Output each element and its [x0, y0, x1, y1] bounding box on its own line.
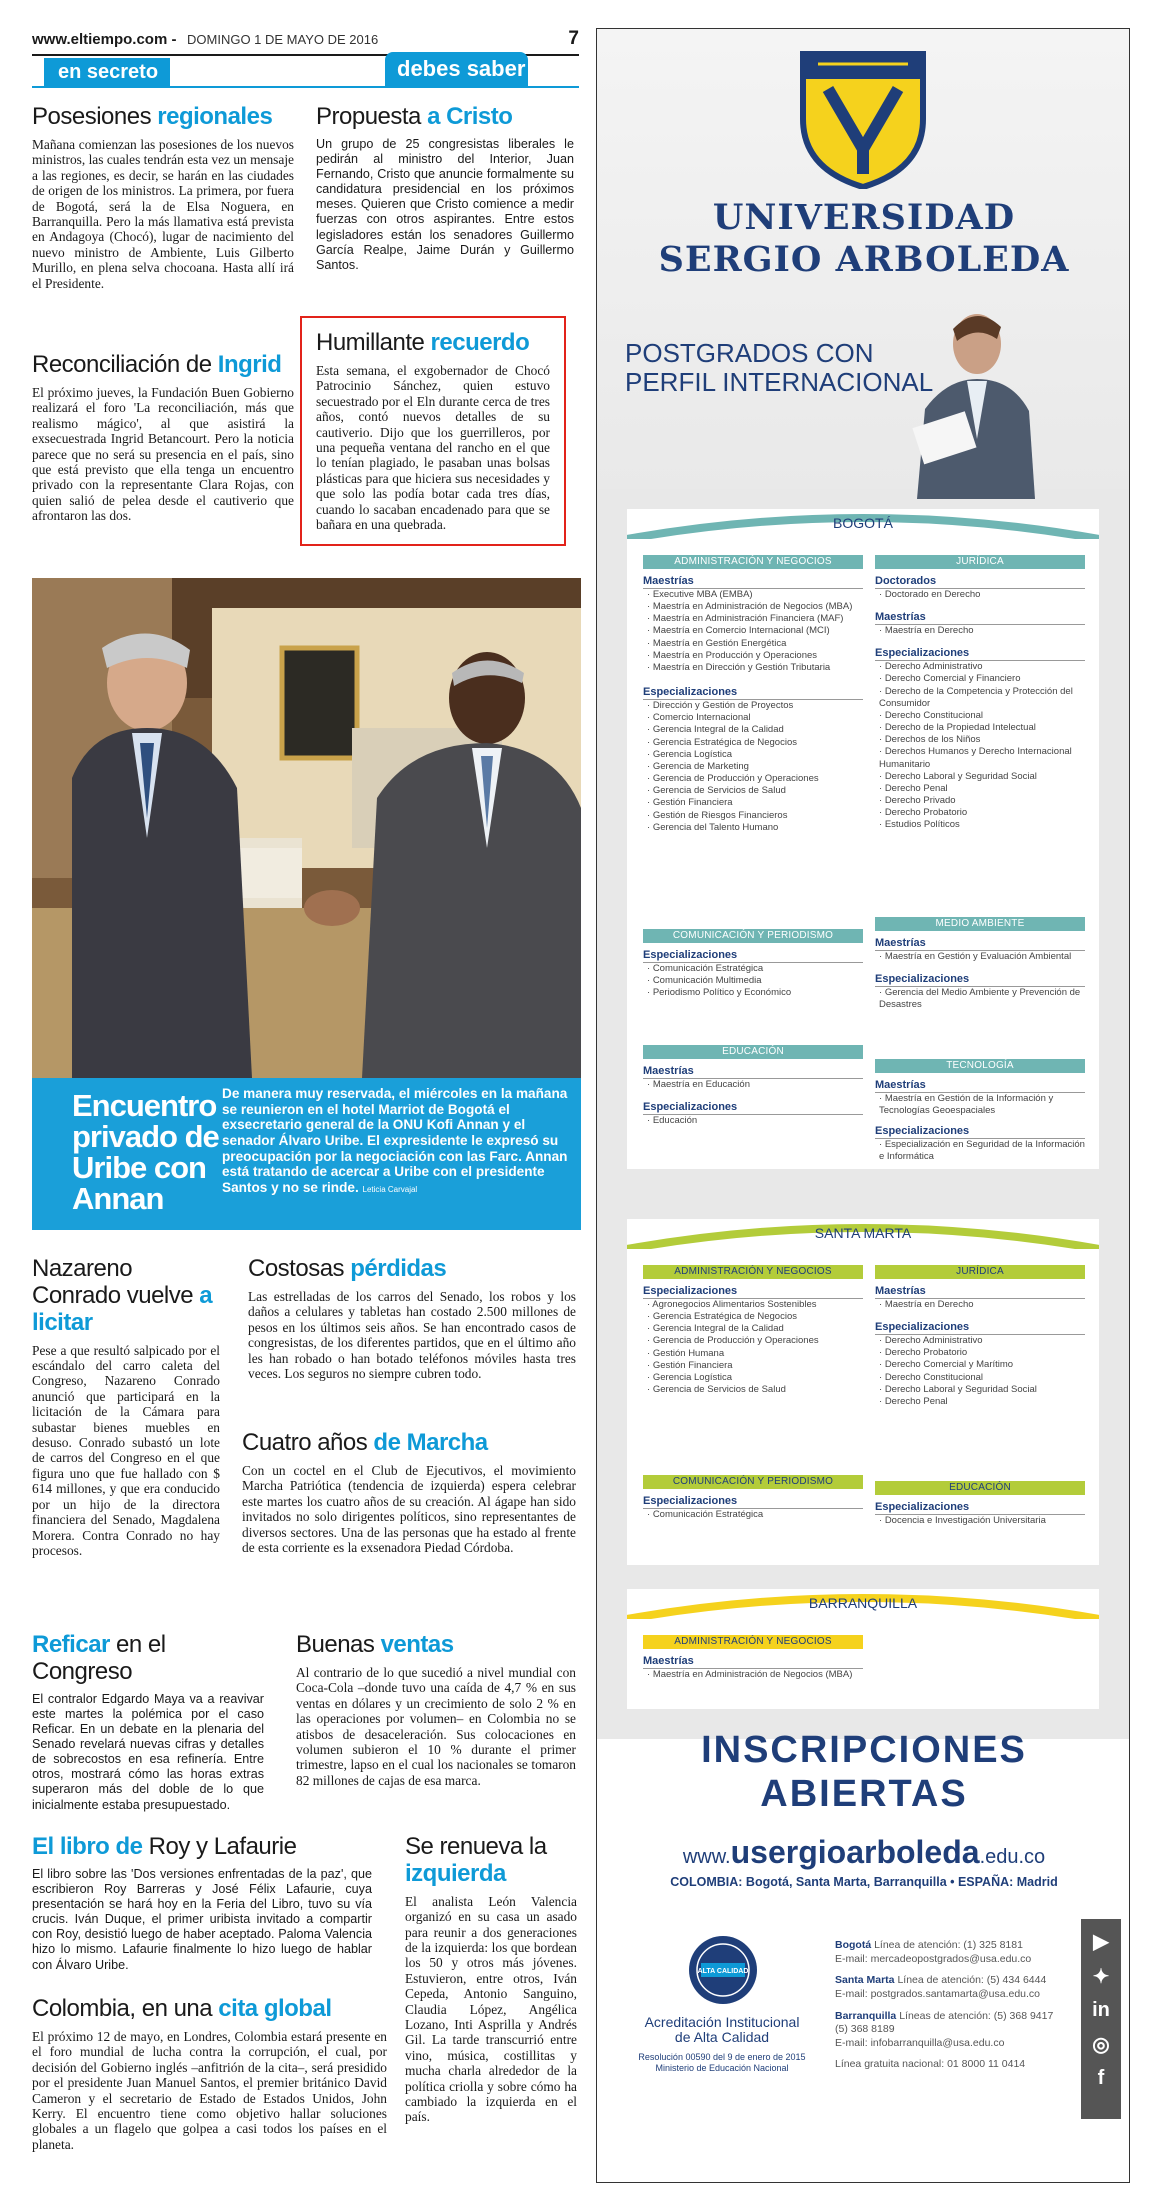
program-type: Maestrías: [875, 1285, 1085, 1299]
youtube-icon[interactable]: ▶: [1093, 1931, 1109, 1953]
program-type: Especializaciones: [643, 1101, 863, 1115]
program-block-edu: [875, 1481, 1085, 1527]
inscripciones-heading-line1: INSCRIPCIONES: [701, 1729, 1027, 1771]
program-type: Especializaciones: [643, 1495, 863, 1509]
program-list: · Agronegocios Alimentarios Sostenibles · Gerencia Estratégica de Negocios · Gerencia Integral de la Calidad · Gerencia de Producción y Operaciones · Gestión Humana · Gestión Financiera · Gerencia Logística · Gerencia de Servicios de Salud: [643, 1299, 863, 1396]
article-nazareno: [32, 1256, 220, 1558]
program-block-adm: [643, 555, 863, 834]
program-type: Especializaciones: [875, 973, 1085, 987]
program-type: Especializaciones: [643, 949, 863, 963]
advertisement-usa: [596, 28, 1130, 2183]
section-tab-debes-saber: debes saber: [385, 52, 528, 86]
program-block-jur: [875, 555, 1085, 832]
program-list: · Maestría en Gestión de la Información y Tecnologías Geoespaciales: [875, 1093, 1085, 1117]
man-reading-photo: [897, 299, 1037, 499]
program-list: · Docencia e Investigación Universitaria: [875, 1515, 1085, 1527]
area-band: JURÍDICA: [875, 1265, 1085, 1279]
program-type: Maestrías: [643, 1655, 863, 1669]
article-headline: Colombia, en una cita global: [32, 1995, 332, 2022]
instagram-icon[interactable]: ◎: [1092, 2034, 1110, 2056]
program-list: · Doctorado en Derecho: [875, 589, 1085, 601]
article-headline: Reconciliación de Ingrid: [32, 351, 282, 378]
article-posesiones: [32, 104, 294, 291]
area-band: EDUCACIÓN: [875, 1481, 1085, 1495]
program-block-adm: [643, 1265, 863, 1396]
university-shield-logo: [798, 49, 928, 189]
article-reconciliacion: [32, 352, 294, 524]
linkedin-icon[interactable]: in: [1092, 1999, 1110, 2021]
program-type: Maestrías: [643, 575, 863, 589]
campus-locations: COLOMBIA: Bogotá, Santa Marta, Barranquilla • ESPAÑA: Madrid: [670, 1875, 1058, 1889]
program-list: · Gerencia del Medio Ambiente y Prevención de Desastres: [875, 987, 1085, 1011]
campus-title: BOGOTÁ: [833, 515, 893, 531]
program-list: · Maestría en Administración de Negocios (MBA): [643, 1669, 863, 1681]
program-type: Maestrías: [875, 937, 1085, 951]
facebook-icon[interactable]: f: [1097, 2067, 1105, 2089]
article-colombia: [32, 1996, 387, 2152]
program-list: · Comunicación Estratégica · Comunicación Multimedia · Periodismo Político y Económico: [643, 963, 863, 999]
article-body: Mañana comienzan las posesiones de los nuevos ministros, las cuales tendrán esta vez un mensaje a las regiones, es decir, se harán en las ciudades de origen de los ministros. La primera, por fuera de Bogotá, será la de Elsa Noguera, en Barranquilla. Pero la más llamativa está prevista en Andagoya (Chocó), lugar de nacimiento del nuevo ministro de Ambiente, Luis Gilberto Murillo, en plena selva chocoana. Hasta allí irá el Presidente.: [32, 136, 294, 291]
area-band: ADMINISTRACIÓN Y NEGOCIOS: [643, 555, 863, 569]
section-rule: [32, 86, 579, 88]
twitter-icon[interactable]: ✦: [1092, 1966, 1110, 1988]
article-headline: Nazareno Conrado vuelve a licitar: [32, 1255, 213, 1336]
article-headline: El libro de Roy y Lafaurie: [32, 1833, 297, 1860]
article-reficar: [32, 1632, 264, 1813]
area-band: TECNOLOGÍA: [875, 1059, 1085, 1073]
article-libro: [32, 1834, 372, 1973]
campus-title: SANTA MARTA: [814, 1225, 912, 1241]
website-url: www.usergioarboleda.edu.co: [682, 1834, 1046, 1870]
program-list: · Derecho Administrativo · Derecho Probatorio · Derecho Comercial y Marítimo · Derecho Constitucional · Derecho Laboral y Seguridad Social · Derecho Penal: [875, 1335, 1085, 1408]
area-band: COMUNICACIÓN Y PERIODISMO: [643, 1475, 863, 1489]
social-icons-strip: [1081, 1919, 1121, 2119]
page-number: 7: [568, 28, 579, 49]
area-band: EDUCACIÓN: [643, 1045, 863, 1059]
alta-calidad-seal-icon: [687, 1934, 759, 2006]
article-renueva: [405, 1834, 577, 2125]
program-block-med: [875, 917, 1085, 1011]
accreditation: Acreditación Institucional de Alta Calidad Resolución 00590 del 9 de enero de 2015 Ministerio de Educación Nacional: [638, 2014, 806, 2073]
article-headline: Buenas ventas: [296, 1631, 454, 1658]
article-headline: Humillante recuerdo: [316, 329, 530, 356]
program-list: · Executive MBA (EMBA) · Maestría en Administración de Negocios (MBA) · Maestría en Administración Financiera (MAF) · Maestría en Comercio Internacional (MCI) · Maestría en Gestión Energética · Maestría en Producción y Operaciones · Maestría en Dirección y Gestión Tributaria: [643, 589, 863, 674]
article-body: El próximo 12 de mayo, en Londres, Colombia estará presente en el foro mundial de lucha contra la corrupción, el cual, por decisión del Gobierno inglés –anfitrión de la cita–, será presidido por el presidente Juan Manuel Santos, el premier británico David Cameron y el secretario de Estado de Estados Unidos, John Kerry. El encuentro tiene como objetivo hallar soluciones globales a un flagelo que golpea a casi todos los países en el planeta.: [32, 2028, 387, 2152]
campus-bogota: [627, 509, 1099, 1169]
article-cuatro-anos: [242, 1430, 576, 1555]
area-band: ADMINISTRACIÓN Y NEGOCIOS: [643, 1635, 863, 1649]
photo-uribe-annan: [32, 578, 581, 1078]
program-type: Maestrías: [875, 1079, 1085, 1093]
program-type: Especializaciones: [643, 1285, 863, 1299]
article-body: El libro sobre las 'Dos versiones enfrentadas de la paz', que escribieron Roy Barreras y José Félix Lafaurie, cuya presentación se hará hoy en la Feria del Libro, tuvo su vía crucis. Iván Duque, el primer uribista invitado a compartir con Roy, desistió luego de haber aceptado. Paloma Valencia hizo lo mismo. Lafaurie finalmente lo hizo luego de hablar con Álvaro Uribe.: [32, 1866, 372, 1972]
program-type: Especializaciones: [643, 686, 863, 700]
article-headline: Posesiones regionales: [32, 103, 273, 130]
postgrados-tagline: POSTGRADOS CON PERFIL INTERNACIONAL: [625, 338, 934, 398]
program-type: Especializaciones: [875, 1501, 1085, 1515]
campus-santa-marta: [627, 1219, 1099, 1565]
program-list: · Dirección y Gestión de Proyectos · Comercio Internacional · Gerencia Integral de la Calidad · Gerencia Estratégica de Negocios · Gerencia Logística · Gerencia de Marketing · Gerencia de Producción y Operaciones · Gerencia de Servicios de Salud · Gestión Financiera · Gestión de Riesgos Financieros · Gerencia del Talento Humano: [643, 700, 863, 834]
university-name-line1: UNIVERSIDAD: [712, 197, 1016, 238]
area-band: JURÍDICA: [875, 555, 1085, 569]
program-type: Maestrías: [875, 611, 1085, 625]
program-list: · Especialización en Seguridad de la Información e Informática: [875, 1139, 1085, 1163]
program-list: · Maestría en Gestión y Evaluación Ambiental: [875, 951, 1085, 963]
article-body: El próximo jueves, la Fundación Buen Gobierno realizará el foro 'La reconciliación, más que realismo mágico', al que asistirá la exsecuestrada Ingrid Betancourt. Pero la noticia parece que no será su presencia en el país, sino que está previsto que ella tenga un encuentro privado con la representante Clara Rojas, con quien salió de pelea desde el cautiverio que afrontaron las dos.: [32, 384, 294, 524]
article-headline: Reficar en el Congreso: [32, 1631, 166, 1685]
feature-headline: Encuentro privado de Uribe con Annan: [72, 1088, 219, 1216]
article-body: Al contrario de lo que sucedió a nivel mundial con Coca-Cola –donde tuvo una caída de 4,7 % en sus ventas en dólares y un crecimiento de solo 2 % en las operaciones por volumen– en Colombia no se atisbos de desaceleración. Sus colocaciones en volumen subieron el 10 % durante el primer trimestre, lapso en el cual los nacionales se tomaron 82 millones de cajas de esa marca.: [296, 1664, 576, 1788]
program-block-jur: [875, 1265, 1085, 1408]
program-block-com: [643, 1475, 863, 1521]
article-body: El contralor Edgardo Maya va a reavivar este martes la polémica por el caso Reficar. En un debate en la plenaria del Senado revelará nuevas cifras y detalles de sobrecostos en esa refinería. Entre otros, mostrará cómo las horas extras superaron más del doble de lo que inicialmente estaba presupuestado.: [32, 1691, 264, 1812]
program-list: · Educación: [643, 1115, 863, 1127]
article-humillante-boxed: [300, 316, 566, 546]
program-list: · Maestría en Derecho: [875, 1299, 1085, 1311]
section-tab-en-secreto: en secreto: [44, 58, 170, 88]
photo-credit: Leticia Carvajal: [362, 1184, 418, 1194]
program-block-adm: [643, 1635, 863, 1681]
article-buenas-ventas: [296, 1632, 576, 1788]
feature-body: De manera muy reservada, el miércoles en la mañana se reunieron en el hotel Marriot de Bogotá el exsecretario general de la ONU Kofi Annan y el senador Álvaro Uribe. El expresidente le expresó su preocupación por la negociación con las Farc. Annan está tratando de acercar a Uribe con el presidente Santos y no se rinde. Leticia Carvajal: [222, 1086, 568, 1195]
article-body: Esta semana, el exgobernador de Chocó Patrocinio Sánchez, quien estuvo secuestrado por el Eln durante cerca de tres años, contó nuevos detalles de su cautiverio. Dijo que los guerrilleros, por una pequeña ventana del rancho en el que lo tenían plagiado, le pasaban unas bolsas plásticas para que hiciera sus necesidades y que solo las podía botar cada tres días, cuando lo sacaban encadenado para que se bañara en una quebrada.: [316, 362, 550, 532]
article-headline: Cuatro años de Marcha: [242, 1429, 488, 1456]
program-type: Maestrías: [643, 1065, 863, 1079]
article-body: El analista León Valencia organizó en su casa un asado para reunir a dos generaciones de la izquierda: los que bordean los 50 y otros más jóvenes. Estuvieron, entre otros, Iván Cepeda, Antonio Sanguino, Claudia López, Angélica Lozano, Inti Asprilla y Andrés Gil. La tarde transcurrió entre vino, música, costillitas y mucha charla alrededor de la política criolla y sobre cómo ha cambiado la izquierda en el país.: [405, 1893, 577, 2125]
campus-barranquilla: [627, 1589, 1099, 1709]
program-list: · Maestría en Educación: [643, 1079, 863, 1091]
program-list: · Maestría en Derecho: [875, 625, 1085, 637]
article-headline: Propuesta a Cristo: [316, 103, 513, 130]
area-band: ADMINISTRACIÓN Y NEGOCIOS: [643, 1265, 863, 1279]
article-body: Las estrelladas de los carros del Senado, los robos y los daños a celulares y tabletas han costado 2.500 millones de pesos en los últimos seis años. Se han encontrado casos de congresistas, de los diferentes partidos, que en el último año les han robado o han botado teléfonos móviles hasta tres veces. Los seguros no siempre cubren todo.: [248, 1288, 576, 1381]
program-block-edu: [643, 1045, 863, 1127]
issue-date: DOMINGO 1 DE MAYO DE 2016: [187, 32, 379, 47]
program-block-tec: [875, 1059, 1085, 1164]
program-list: · Comunicación Estratégica: [643, 1509, 863, 1521]
area-band: COMUNICACIÓN Y PERIODISMO: [643, 929, 863, 943]
program-type: Especializaciones: [875, 1125, 1085, 1139]
article-body: Con un coctel en el Club de Ejecutivos, el movimiento Marcha Patriótica (tendencia de izquierda) espera celebrar este martes los cuatro años de su creación. Al ágape han sido invitados no solo dirigentes políticos, sino representantes de diversos sectores. Una de las personas que ha estado al frente de esta corriente es la exsenadora Piedad Córdoba.: [242, 1462, 576, 1555]
program-type: Especializaciones: [875, 647, 1085, 661]
program-block-com: [643, 929, 863, 999]
program-list: · Derecho Administrativo · Derecho Comercial y Financiero · Derecho de la Competencia y Protección del Consumidor · Derecho Constitucional · Derecho de la Propiedad Intelectual · Derechos de los Niños · Derechos Humanos y Derecho Internacional Humanitario · Derecho Laboral y Seguridad Social · Derecho Penal · Derecho Privado · Derecho Probatorio · Estudios Políticos: [875, 661, 1085, 831]
article-propuesta: [316, 104, 574, 273]
article-body: Pese a que resultó salpicado por el escándalo del carro caleta del Congreso, Nazareno Conrado anunció que participará en la licitación de la Cámara para subastar bienes muebles en desuso. Conrado subastó un lote de carros del Congreso en el que figura uno que fue hallado con $ 614 millones, y que era conducido por un hijo de la directora financiera del Senado, Magdalena Morera. Contra Conrado no hay procesos.: [32, 1342, 220, 1558]
campus-title: BARRANQUILLA: [808, 1595, 918, 1611]
site-url: www.eltiempo.com -: [32, 31, 177, 48]
area-band: MEDIO AMBIENTE: [875, 917, 1085, 931]
photo-caption-box: [32, 1078, 581, 1230]
article-costosas: [248, 1256, 576, 1381]
article-headline: Se renueva la izquierda: [405, 1833, 547, 1887]
program-type: Doctorados: [875, 575, 1085, 589]
article-body: Un grupo de 25 congresistas liberales le pedirán al ministro del Interior, Juan Fernando, Cristo que anuncie formalmente su candidatura presidencial en los próximos meses. Quieren que Cristo comience a medir fuerzas con otros aspirantes. Entre estos legisladores están los senadores Guillermo García Realpe, Jaime Durán y Guillermo Santos.: [316, 136, 574, 272]
contact-info: Bogotá Línea de atención: (1) 325 8181 E-mail: mercadeopostgrados@usa.edu.co Santa Marta Línea de atención: (5) 434 6444 E-mail: postgrados.santamarta@usa.edu.co Barranquilla Líneas de atención: (5) 368 9417 (5) 368 8189 E-mail: infobarranquilla@usa.edu.co Línea gratuita nacional: 01 8000 11 0414: [835, 1939, 1054, 2071]
university-name-line2: SERGIO ARBOLEDA: [658, 239, 1070, 280]
svg-text:ALTA CALIDAD: ALTA CALIDAD: [697, 1968, 749, 1975]
program-type: Especializaciones: [875, 1321, 1085, 1335]
article-headline: Costosas pérdidas: [248, 1255, 447, 1282]
inscripciones-heading-line2: ABIERTAS: [760, 1773, 968, 1815]
